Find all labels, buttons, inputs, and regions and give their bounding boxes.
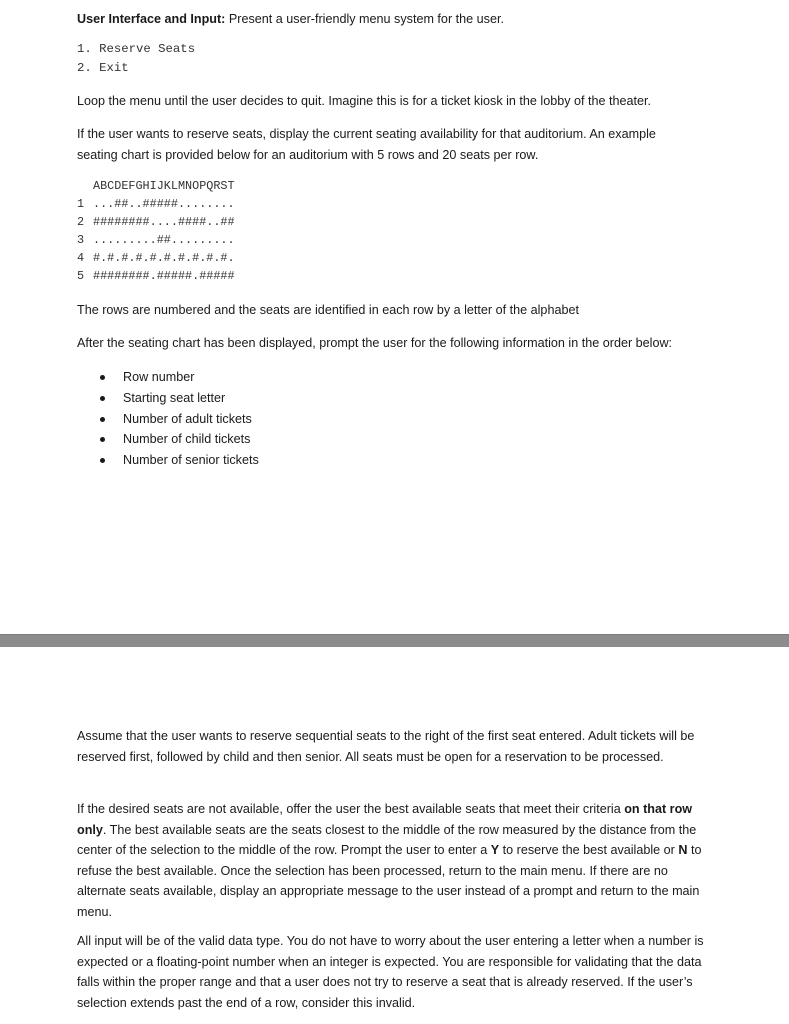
menu-listing (77, 40, 195, 78)
row-number: 3 (77, 233, 85, 247)
list-item: Number of child tickets (98, 429, 259, 450)
row-seats: ...##..#####........ (93, 197, 235, 211)
row-number: 2 (77, 215, 85, 229)
row-number: 5 (77, 269, 85, 283)
row-number: 4 (77, 251, 85, 265)
menu-item-reserve: 1. Reserve Seats (77, 42, 196, 56)
list-item: Row number (98, 367, 259, 388)
document-page-2 (0, 646, 789, 1024)
row-seats: ########.#####.##### (93, 269, 235, 283)
heading-text: Present a user-friendly menu system for the user. (225, 12, 504, 26)
seating-row (77, 213, 235, 231)
section-heading (77, 9, 717, 30)
seating-row (77, 195, 235, 213)
row-seats: .........##......... (93, 233, 235, 247)
desired-bold-n: N (678, 843, 688, 857)
reserve-paragraph: If the user wants to reserve seats, display the current seating availability for that auditorium. An example seating chart is provided below for an auditorium with 5 rows and 20 seats per row. (77, 127, 656, 162)
prompt-paragraph: After the seating chart has been displayed, prompt the user for the following information in the order below: (77, 336, 673, 350)
loop-paragraph: Loop the menu until the user decides to quit. Imagine this is for a ticket kiosk in the lobby of the theater. (77, 94, 652, 108)
seating-row (77, 249, 235, 267)
list-item: Starting seat letter (98, 388, 259, 409)
desired-text-b: . The best available seats are the seats closest to the middle of the row measured by the distance from the center of the selection to the middle of the row. Prompt the user to enter a (77, 822, 697, 857)
desired-text-a: If the desired seats are not available, offer the user the best available seats that meet their criteria (77, 802, 625, 816)
desired-bold-row-only: on that row only (77, 802, 693, 837)
row-seats: ########....####..## (93, 215, 235, 229)
seating-chart (77, 177, 235, 285)
menu-item-exit: 2. Exit (77, 61, 129, 75)
seating-row (77, 231, 235, 249)
desired-bold-y: Y (490, 843, 500, 857)
seating-chart-header: ABCDEFGHIJKLMNOPQRST (93, 179, 235, 193)
row-seats: #.#.#.#.#.#.#.#.#.#. (93, 251, 235, 265)
desired-seats-paragraph (77, 799, 713, 922)
input-paragraph: All input will be of the valid data type. You do not have to worry about the user entering a letter when a number is expected or a floating-point number when an integer is expected. You are responsible for validating that the data falls within the proper range and that a user does not try to reserve a seat that is already reserved. If the user’s selection extends past the end of a row, consider this invalid. (77, 934, 704, 1010)
list-item: Number of senior tickets (98, 450, 259, 471)
row-number: 1 (77, 197, 85, 211)
desired-text-d: to refuse the best available. Once the selection has been processed, return to the main menu. If there are no alternate seats available, display an appropriate message to the user instead of a prompt and return to the main menu. (77, 843, 702, 919)
heading-bold: User Interface and Input: (77, 12, 226, 26)
assume-paragraph: Assume that the user wants to reserve sequential seats to the right of the first seat entered. Adult tickets will be reserved first, followed by child and then senior. All seats must be open for a reservation to be processed. (77, 729, 695, 764)
rows-paragraph: The rows are numbered and the seats are identified in each row by a letter of the alphabet (77, 303, 579, 317)
seating-row (77, 267, 235, 285)
prompt-bullet-list (98, 367, 259, 471)
list-item: Number of adult tickets (98, 409, 259, 430)
desired-text-c: to reserve the best available or (499, 843, 679, 857)
